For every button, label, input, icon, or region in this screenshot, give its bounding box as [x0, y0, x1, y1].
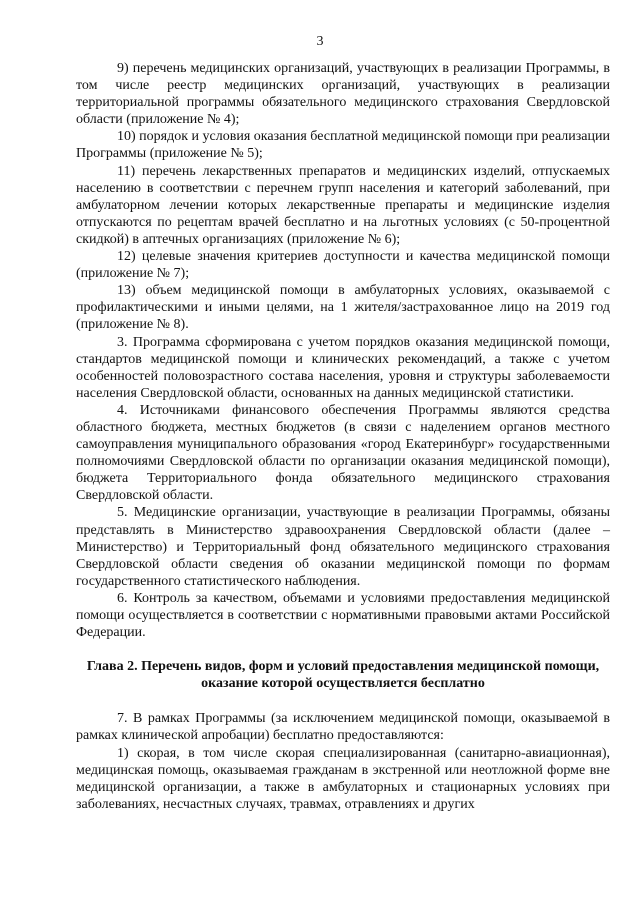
paragraph-item-11: 11) перечень лекарственных препаратов и медицинских изделий, отпускаемых населению в соответствии с перечнем групп населения и категорий заболеваний, при амбулаторном лечении которых лекарственные препараты и медицинские изделия отпускаются по рецептам врачей бесплатно и на льготных условиях (с 50-процентной скидкой) в аптечных организациях (приложение № 6); — [76, 163, 610, 247]
chapter-title: Глава 2. Перечень видов, форм и условий предоставления медицинской помощи, оказание которой осуществляется бесплатно — [86, 659, 600, 692]
paragraph-item-9: 9) перечень медицинских организаций, участвующих в реализации Программы, в том числе реестр медицинских организаций, участвующих в реализации территориальной программы обязательного медицинского страхования Свердловской области (приложение № 4); — [76, 61, 610, 128]
paragraph-clause-7: 7. В рамках Программы (за исключением медицинской помощи, оказываемой в рамках клинической апробации) бесплатно предоставляются: — [76, 711, 610, 744]
paragraph-item-12: 12) целевые значения критериев доступности и качества медицинской помощи (приложение № 7); — [76, 249, 610, 282]
paragraph-clause-3: 3. Программа сформирована с учетом порядков оказания медицинской помощи, стандартов медицинской помощи и клинических рекомендаций, а также с учетом особенностей половозрастного состава населения, уровня и структуры заболеваемости населения Свердловской области, основанных на данных медицинской статистики. — [76, 334, 610, 401]
paragraph-clause-4: 4. Источниками финансового обеспечения Программы являются средства областного бюджета, местных бюджетов (в связи с наделением органов местного самоуправления муниципального образования «город Екатеринбург» государственными полномочиями Свердловской области по организации оказания медицинской помощи), бюджета Территориального фонда обязательного медицинского страхования Свердловской области. — [76, 402, 610, 504]
paragraph-clause-6: 6. Контроль за качеством, объемами и условиями предоставления медицинской помощи осуществляется в соответствии с нормативными правовыми актами Российской Федерации. — [76, 590, 610, 641]
document-body — [76, 60, 610, 813]
paragraph-subitem-1: 1) скорая, в том числе скорая специализированная (санитарно-авиационная), медицинская помощь, оказываемая гражданам в экстренной или неотложной форме вне медицинской организации, а также в амбулаторных и стационарных условиях при заболеваниях, несчастных случаях, травмах, отравлениях и других — [76, 745, 610, 812]
paragraph-item-10: 10) порядок и условия оказания бесплатной медицинской помощи при реализации Программы (приложение № 5); — [76, 129, 610, 162]
paragraph-item-13: 13) объем медицинской помощи в амбулаторных условиях, оказываемой с профилактическими и иными целями, на 1 жителя/застрахованное лицо на 2019 год (приложение № 8). — [76, 283, 610, 333]
paragraph-clause-5: 5. Медицинские организации, участвующие в реализации Программы, обязаны представлять в Министерство здравоохранения Свердловской области (далее – Министерство) и Территориальный фонд обязательного медицинского страхования Свердловской области сведения об оказании медицинской помощи по формам государственного статистического наблюдения. — [76, 505, 610, 589]
page-number: 3 — [316, 34, 324, 49]
